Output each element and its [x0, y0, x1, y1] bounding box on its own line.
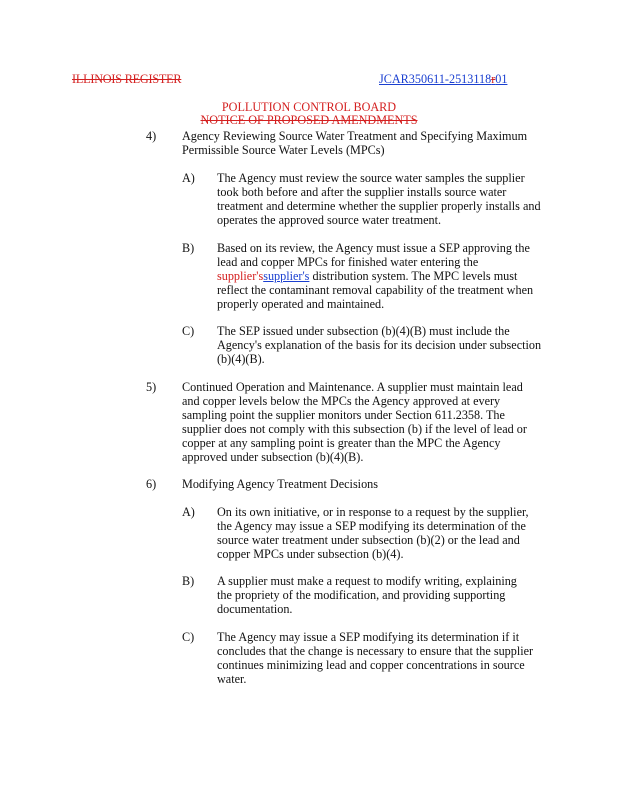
text-line: took both before and after the supplier installs source water — [217, 185, 507, 199]
jcar-code-tail: 01 — [495, 72, 508, 86]
text-line: lead and copper MPCs for finished water entering the — [217, 255, 479, 269]
subitem-text — [217, 324, 579, 366]
text-line: A supplier must make a request to modify writing, explaining — [217, 574, 517, 588]
text-line: concludes that the change is necessary to ensure that the supplier — [217, 644, 534, 658]
text-line: documentation. — [217, 602, 293, 616]
text-line: The SEP issued under subsection (b)(4)(B) must include the — [217, 324, 510, 338]
text-line: operates the approved source water treatment. — [217, 213, 442, 227]
text-line: the propriety of the modification, and providing supporting — [217, 588, 506, 602]
register-title: ILLINOIS REGISTER — [72, 72, 182, 86]
struck-text: supplier's — [217, 269, 264, 283]
text-line: sampling point the supplier monitors under Section 611.2358. The — [182, 408, 505, 422]
item-text — [182, 380, 582, 464]
board-title: POLLUTION CONTROL BOARD — [221, 100, 397, 114]
text-line: approved under subsection (b)(4)(B). — [182, 450, 364, 464]
text-line: treatment and determine whether the supplier properly installs and — [217, 199, 541, 213]
subitem-text — [217, 505, 579, 561]
text-rest: distribution system. The MPC levels must — [312, 269, 518, 283]
jcar-code-main: JCAR350611-2513118 — [379, 72, 492, 86]
notice-title: NOTICE OF PROPOSED AMENDMENTS — [200, 113, 418, 127]
text-line: copper MPCs under subsection (b)(4). — [217, 547, 404, 561]
text-line: properly operated and maintained. — [217, 297, 385, 311]
text-line: Continued Operation and Maintenance. A supplier must maintain lead — [182, 380, 523, 394]
item-heading: Modifying Agency Treatment Decisions — [182, 477, 378, 491]
subitem-letter: C) — [182, 324, 195, 338]
text-line: reflect the contaminant removal capability of the treatment when — [217, 283, 534, 297]
subitem-text — [217, 630, 579, 686]
heading-line: Agency Reviewing Source Water Treatment and Specifying Maximum — [182, 129, 528, 143]
text-line: water. — [217, 672, 247, 686]
text-line: the Agency may issue a SEP modifying its determination of the — [217, 519, 526, 533]
subitem-text — [217, 171, 579, 227]
subitem-letter: A) — [182, 171, 195, 185]
text-line: supplier does not comply with this subsection (b) if the level of lead or — [182, 422, 527, 436]
item-number: 5) — [146, 380, 157, 394]
subitem-letter: A) — [182, 505, 195, 519]
item-number: 6) — [146, 477, 157, 491]
heading-line: Permissible Source Water Levels (MPCs) — [182, 143, 385, 157]
item-heading — [182, 129, 582, 157]
subitem-letter: B) — [182, 241, 195, 255]
subitem-letter: C) — [182, 630, 195, 644]
text-line: continues minimizing lead and copper concentrations in source — [217, 658, 525, 672]
text-line: The Agency must review the source water samples the supplier — [217, 171, 525, 185]
text-line: On its own initiative, or in response to a request by the supplier, — [217, 505, 529, 519]
subitem-text — [217, 574, 579, 616]
text-line: source water treatment under subsection (b)(2) or the lead and — [217, 533, 520, 547]
jcar-code-struck: r — [491, 72, 496, 86]
subitem-text — [217, 241, 579, 311]
subitem-letter: B) — [182, 574, 195, 588]
text-line: copper at any sampling point is greater than the MPC the Agency — [182, 436, 501, 450]
item-number: 4) — [146, 129, 157, 143]
text-line: and copper levels below the MPCs the Agency approved at every — [182, 394, 501, 408]
inserted-text: supplier's — [263, 269, 310, 283]
jcar-code[interactable] — [379, 72, 507, 86]
text-line — [217, 269, 579, 283]
text-line: (b)(4)(B). — [217, 352, 265, 366]
text-line: The Agency may issue a SEP modifying its determination if it — [217, 630, 520, 644]
text-line: Based on its review, the Agency must issue a SEP approving the — [217, 241, 530, 255]
text-line: Agency's explanation of the basis for its decision under subsection — [217, 338, 542, 352]
